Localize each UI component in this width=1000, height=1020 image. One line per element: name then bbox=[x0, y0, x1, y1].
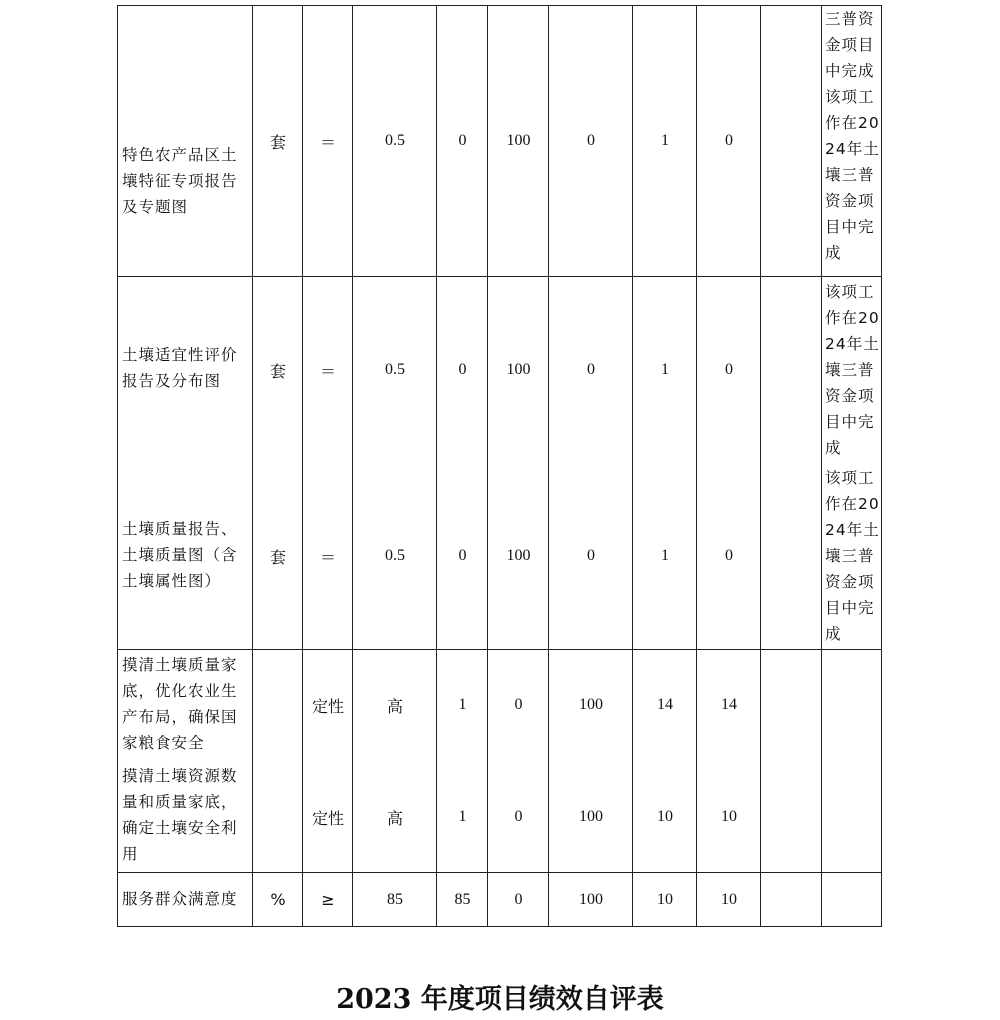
row-divider bbox=[117, 276, 882, 277]
column-divider bbox=[487, 5, 488, 927]
actual-cell: 0 bbox=[458, 361, 467, 378]
column-divider bbox=[117, 5, 118, 927]
indicator-name: 土壤质量报告、土壤质量图（含土壤属性图） bbox=[122, 520, 238, 590]
target-cell: 0.5 bbox=[385, 547, 405, 564]
table-border-top bbox=[117, 5, 882, 6]
operator-cell: ≥ bbox=[321, 890, 335, 909]
indicator-name: 摸清土壤质量家底，优化农业生产布局，确保国家粮食安全 bbox=[122, 656, 238, 752]
unit-cell: 套 bbox=[269, 132, 286, 152]
earned-cell: 0 bbox=[725, 132, 733, 149]
earned-cell: 0 bbox=[725, 547, 733, 564]
indicator-name: 摸清土壤资源数量和质量家底，确定土壤安全利用 bbox=[122, 767, 238, 863]
actual-cell: 85 bbox=[454, 890, 471, 908]
operator-cell: 定性 bbox=[311, 696, 344, 716]
full-score-cell: 100 bbox=[506, 361, 531, 378]
full-score-cell: 0 bbox=[514, 696, 523, 713]
earned-cell: 0 bbox=[725, 361, 733, 378]
unit-cell: 套 bbox=[269, 361, 286, 381]
full-score-cell: 0 bbox=[514, 890, 523, 908]
table-border-right bbox=[881, 5, 882, 927]
column-divider bbox=[760, 5, 761, 927]
score-cell: 0 bbox=[587, 132, 595, 149]
column-divider bbox=[302, 5, 303, 927]
row-divider bbox=[117, 649, 882, 650]
score-cell: 100 bbox=[579, 808, 603, 825]
indicator-name: 服务群众满意度 bbox=[122, 890, 238, 908]
actual-cell: 1 bbox=[458, 808, 467, 825]
earned-cell: 10 bbox=[721, 890, 737, 908]
full-score-cell: 100 bbox=[506, 547, 531, 564]
target-cell: 0.5 bbox=[385, 361, 405, 378]
target-cell: 高 bbox=[386, 698, 403, 716]
earned-cell: 10 bbox=[721, 808, 737, 825]
score-cell: 0 bbox=[587, 547, 595, 564]
indicator-name: 特色农产品区土壤特征专项报告及专题图 bbox=[122, 146, 238, 216]
weight-cell: 1 bbox=[661, 132, 669, 149]
weight-cell: 14 bbox=[657, 696, 673, 713]
deviation-note: 三普资金项目中完成该项工作在2024年土壤三普资金项目中完成 bbox=[825, 10, 880, 262]
unit-cell bbox=[253, 650, 303, 760]
operator-cell: ＝ bbox=[319, 547, 336, 567]
column-divider bbox=[696, 5, 697, 927]
weight-cell: 1 bbox=[661, 547, 669, 564]
full-score-cell: 100 bbox=[506, 132, 531, 149]
target-cell: 0.5 bbox=[385, 132, 405, 149]
indicator-name: 土壤适宜性评价报告及分布图 bbox=[122, 346, 238, 390]
actual-cell: 1 bbox=[458, 696, 467, 713]
score-cell: 0 bbox=[587, 361, 595, 378]
full-score-cell: 0 bbox=[514, 808, 523, 825]
actual-cell: 0 bbox=[458, 547, 467, 564]
target-cell: 85 bbox=[387, 890, 403, 908]
table-border-bottom bbox=[117, 926, 882, 927]
operator-cell: ＝ bbox=[319, 361, 336, 381]
row-divider bbox=[117, 872, 882, 873]
column-divider bbox=[548, 5, 549, 927]
column-divider bbox=[436, 5, 437, 927]
column-divider bbox=[252, 5, 253, 927]
column-divider bbox=[352, 5, 353, 927]
target-cell: 高 bbox=[386, 810, 403, 828]
actual-cell: 0 bbox=[458, 132, 467, 149]
column-divider bbox=[632, 5, 633, 927]
unit-cell: 套 bbox=[269, 547, 286, 567]
deviation-note: 该项工作在2024年土壤三普资金项目中完成 bbox=[825, 469, 880, 643]
unit-cell: % bbox=[270, 890, 286, 909]
earned-cell: 14 bbox=[721, 696, 737, 713]
operator-cell: 定性 bbox=[311, 808, 344, 828]
column-divider bbox=[821, 5, 822, 927]
score-cell: 100 bbox=[579, 696, 603, 713]
weight-cell: 10 bbox=[657, 890, 673, 908]
weight-cell: 1 bbox=[661, 361, 669, 378]
deviation-note: 该项工作在2024年土壤三普资金项目中完成 bbox=[825, 283, 880, 457]
weight-cell: 10 bbox=[657, 808, 673, 825]
operator-cell: ＝ bbox=[319, 132, 336, 152]
score-cell: 100 bbox=[579, 890, 603, 908]
page-title: 2023 年度项目绩效自评表 bbox=[336, 984, 664, 1015]
unit-cell bbox=[253, 762, 303, 872]
